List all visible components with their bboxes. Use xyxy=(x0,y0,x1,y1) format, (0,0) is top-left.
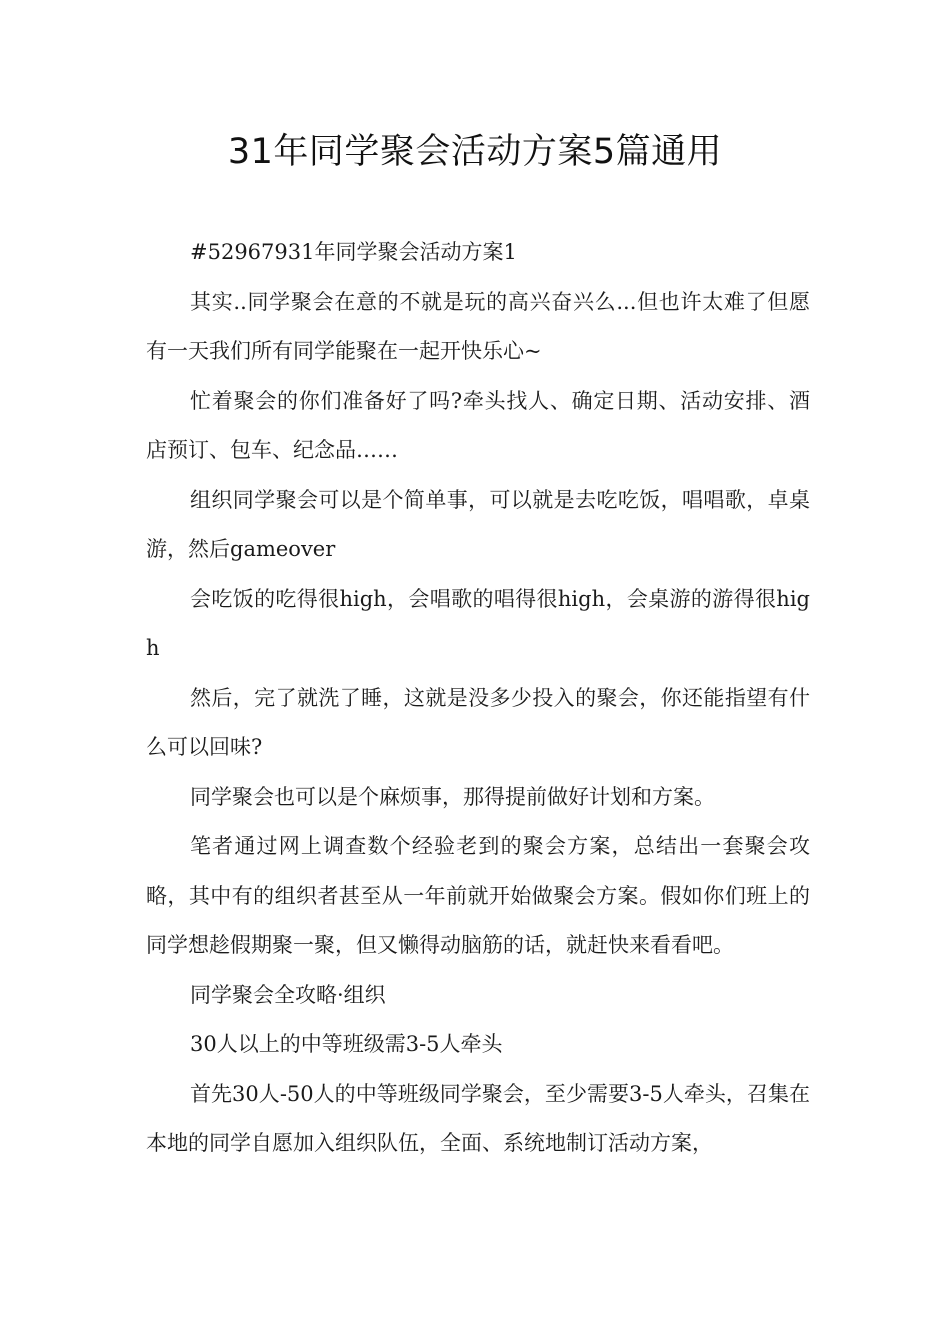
paragraph: 组织同学聚会可以是个简单事，可以就是去吃吃饭，唱唱歌，卓桌游，然后gameover xyxy=(146,487,810,561)
paragraph: 其实..同学聚会在意的不就是玩的高兴奋兴么...但也许太难了但愿有一天我们所有同学能聚在一起开快乐心~ xyxy=(146,289,810,363)
subsection-heading: 30人以上的中等班级需3-5人牵头 xyxy=(190,1032,503,1056)
paragraph: 忙着聚会的你们准备好了吗?牵头找人、确定日期、活动安排、酒店预订、包车、纪念品…… xyxy=(146,388,810,462)
document-title: 31年同学聚会活动方案5篇通用 xyxy=(227,132,723,172)
paragraph: 笔者通过网上调查数个经验老到的聚会方案，总结出一套聚会攻略，其中有的组织者甚至从一年前就开始做聚会方案。假如你们班上的同学想趁假期聚一聚，但又懒得动脑筋的话，就赶快来看看吧。 xyxy=(146,834,810,957)
paragraph: 然后，完了就洗了睡，这就是没多少投入的聚会，你还能指望有什么可以回味? xyxy=(146,685,810,759)
paragraph: 同学聚会也可以是个麻烦事，那得提前做好计划和方案。 xyxy=(190,784,715,809)
document-body xyxy=(146,228,810,1169)
paragraph: 首先30人-50人的中等班级同学聚会，至少需要3-5人牵头，召集在本地的同学自愿加入组织队伍，全面、系统地制订活动方案， xyxy=(146,1081,810,1155)
paragraph-heading-1: #52967931年同学聚会活动方案1 xyxy=(190,240,517,264)
section-heading: 同学聚会全攻略·组织 xyxy=(190,982,386,1007)
paragraph: 会吃饭的吃得很high，会唱歌的唱得很high，会桌游的游得很high xyxy=(146,586,810,660)
